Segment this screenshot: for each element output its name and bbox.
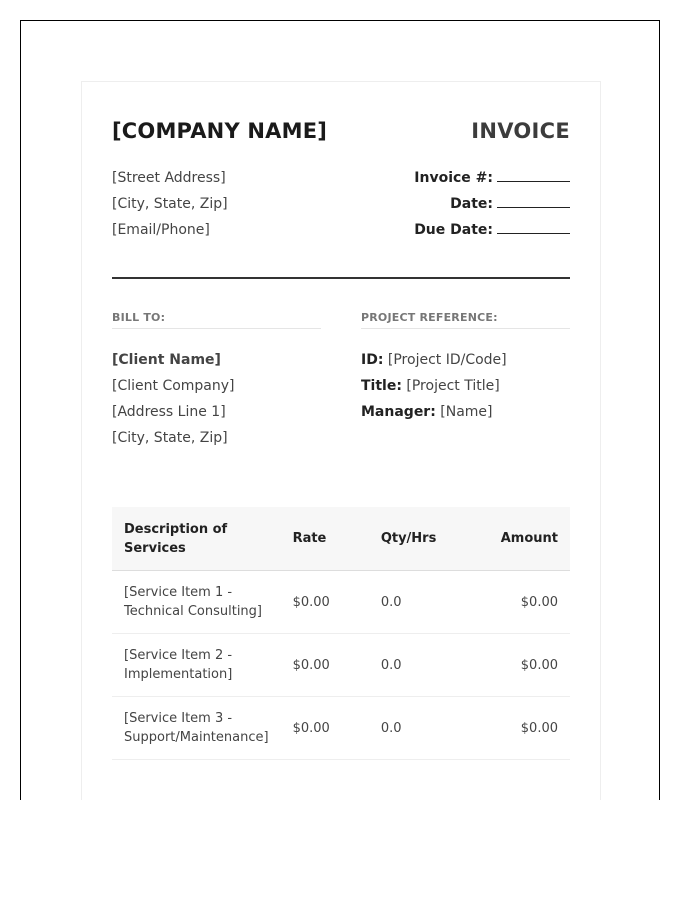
project-manager-label: Manager:	[361, 404, 436, 420]
row-rate: $0.00	[281, 571, 369, 634]
row-rate: $0.00	[281, 634, 369, 697]
project-manager-row	[361, 399, 570, 425]
client-city: [City, State, Zip]	[112, 430, 228, 446]
services-table-body	[112, 571, 570, 760]
row-amount: $0.00	[489, 571, 570, 634]
invoice-header	[112, 100, 570, 160]
invoice-date-row	[414, 191, 570, 217]
row-description: [Service Item 2 - Implementation]	[112, 634, 281, 697]
company-street: [Street Address]	[112, 170, 226, 186]
company-address	[112, 165, 228, 243]
table-row	[112, 634, 570, 697]
services-header-row	[112, 507, 570, 571]
invoice-due-date-row	[414, 217, 570, 243]
header-description: Description of Services	[112, 507, 281, 571]
project-title-value: [Project Title]	[406, 378, 500, 394]
row-description: [Service Item 1 - Technical Consulting]	[112, 571, 281, 634]
project-reference-section	[361, 311, 570, 451]
bill-to-lines	[112, 347, 321, 451]
invoice-number-blank[interactable]	[497, 168, 570, 182]
invoice-due-date-label: Due Date:	[414, 222, 493, 238]
bill-to-heading: BILL TO:	[112, 311, 321, 329]
row-rate: $0.00	[281, 697, 369, 760]
project-id-value: [Project ID/Code]	[387, 352, 507, 368]
project-id-label: ID:	[361, 352, 384, 368]
invoice-number-label: Invoice #:	[414, 170, 493, 186]
invoice-meta	[414, 165, 570, 243]
row-amount: $0.00	[489, 634, 570, 697]
header-rate: Rate	[281, 507, 369, 571]
table-row	[112, 571, 570, 634]
row-qty: 0.0	[369, 697, 489, 760]
header-qty: Qty/Hrs	[369, 507, 489, 571]
header-amount: Amount	[489, 507, 570, 571]
client-name: [Client Name]	[112, 352, 221, 368]
row-qty: 0.0	[369, 634, 489, 697]
invoice-number-row	[414, 165, 570, 191]
row-description: [Service Item 3 - Support/Maintenance]	[112, 697, 281, 760]
project-id-row	[361, 347, 570, 373]
project-manager-value: [Name]	[440, 404, 493, 420]
services-table	[112, 507, 570, 760]
invoice-date-label: Date:	[450, 196, 493, 212]
invoice-date-blank[interactable]	[497, 194, 570, 208]
services-table-head	[112, 507, 570, 571]
row-qty: 0.0	[369, 571, 489, 634]
project-reference-lines	[361, 347, 570, 425]
table-row	[112, 697, 570, 760]
company-contact: [Email/Phone]	[112, 222, 210, 238]
client-address-line: [Address Line 1]	[112, 404, 226, 420]
project-title-row	[361, 373, 570, 399]
company-city: [City, State, Zip]	[112, 196, 228, 212]
company-name: [COMPANY NAME]	[112, 119, 328, 143]
invoice-content	[112, 100, 570, 760]
bill-to-section	[112, 311, 321, 451]
project-reference-heading: PROJECT REFERENCE:	[361, 311, 570, 329]
address-row	[112, 165, 570, 243]
invoice-title: INVOICE	[471, 119, 570, 143]
info-row	[112, 311, 570, 451]
invoice-due-date-blank[interactable]	[497, 220, 570, 234]
project-title-label: Title:	[361, 378, 402, 394]
header-divider	[112, 277, 570, 279]
client-company: [Client Company]	[112, 378, 235, 394]
row-amount: $0.00	[489, 697, 570, 760]
